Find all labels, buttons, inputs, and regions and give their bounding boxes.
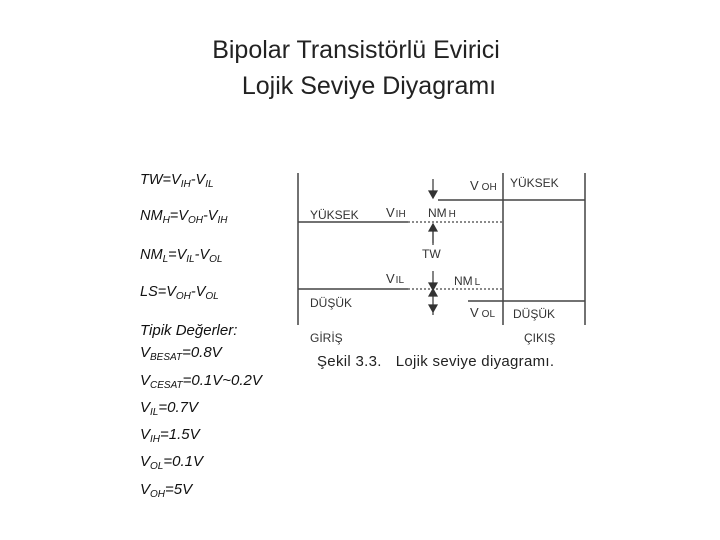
nml-label: NM L: [454, 274, 481, 288]
vil-label: VIL: [386, 271, 405, 286]
dusuk-input-label: DÜŞÜK: [310, 296, 353, 310]
slide-title: [0, 32, 720, 104]
figure-number: Şekil 3.3.: [317, 353, 382, 370]
typical-vbesat: $V_{BESAT}=0.8V$: [140, 344, 222, 364]
nml-arrow: [429, 289, 437, 315]
giris-label: GİRİŞ: [310, 331, 343, 345]
figure-caption-text: Lojik seviye diyagramı.: [395, 353, 555, 370]
cikis-label: ÇIKIŞ: [524, 331, 556, 345]
typical-heading: Tipik Değerler:: [140, 322, 238, 339]
yuksek-input-label: YÜKSEK: [310, 208, 359, 222]
formula-ls: $LS=V_{OH}-V_{OL}$: [140, 284, 219, 302]
vih-label: VIH: [386, 205, 406, 220]
typical-vcesat: $V_{CESAT}=0.1V\sim 0.2V$: [140, 371, 262, 391]
yuksek-output-label: YÜKSEK: [510, 176, 559, 190]
formula-tw: $TW=V_{IH}-V_{IL}$: [140, 172, 214, 190]
formula-nml: $NM_L=V_{IL}-V_{OL}$: [140, 247, 223, 265]
dusuk-output-label: DÜŞÜK: [513, 307, 556, 321]
formula-nmh: $NM_H=V_{OH}-V_{IH}$: [140, 208, 228, 226]
typical-vol: $V_{OL}=0.1V$: [140, 453, 203, 473]
nmh-label: NM H: [428, 206, 456, 220]
vol-label: V OL: [470, 305, 496, 320]
title-line-1: Bipolar Transistörlü Evirici: [212, 36, 500, 64]
voh-label: V OH: [470, 178, 497, 193]
logic-level-diagram: [288, 165, 593, 345]
typical-values: [140, 320, 262, 506]
tw-label: TW: [422, 247, 441, 261]
typical-vih: $V_{IH}=1.5V$: [140, 426, 200, 446]
figure-caption: [317, 353, 554, 370]
typical-voh: $V_{OH}=5V$: [140, 480, 193, 500]
title-line-2: Lojik Seviye Diyagramı: [241, 72, 497, 100]
typical-vil: $V_{IL}=0.7V$: [140, 398, 198, 418]
